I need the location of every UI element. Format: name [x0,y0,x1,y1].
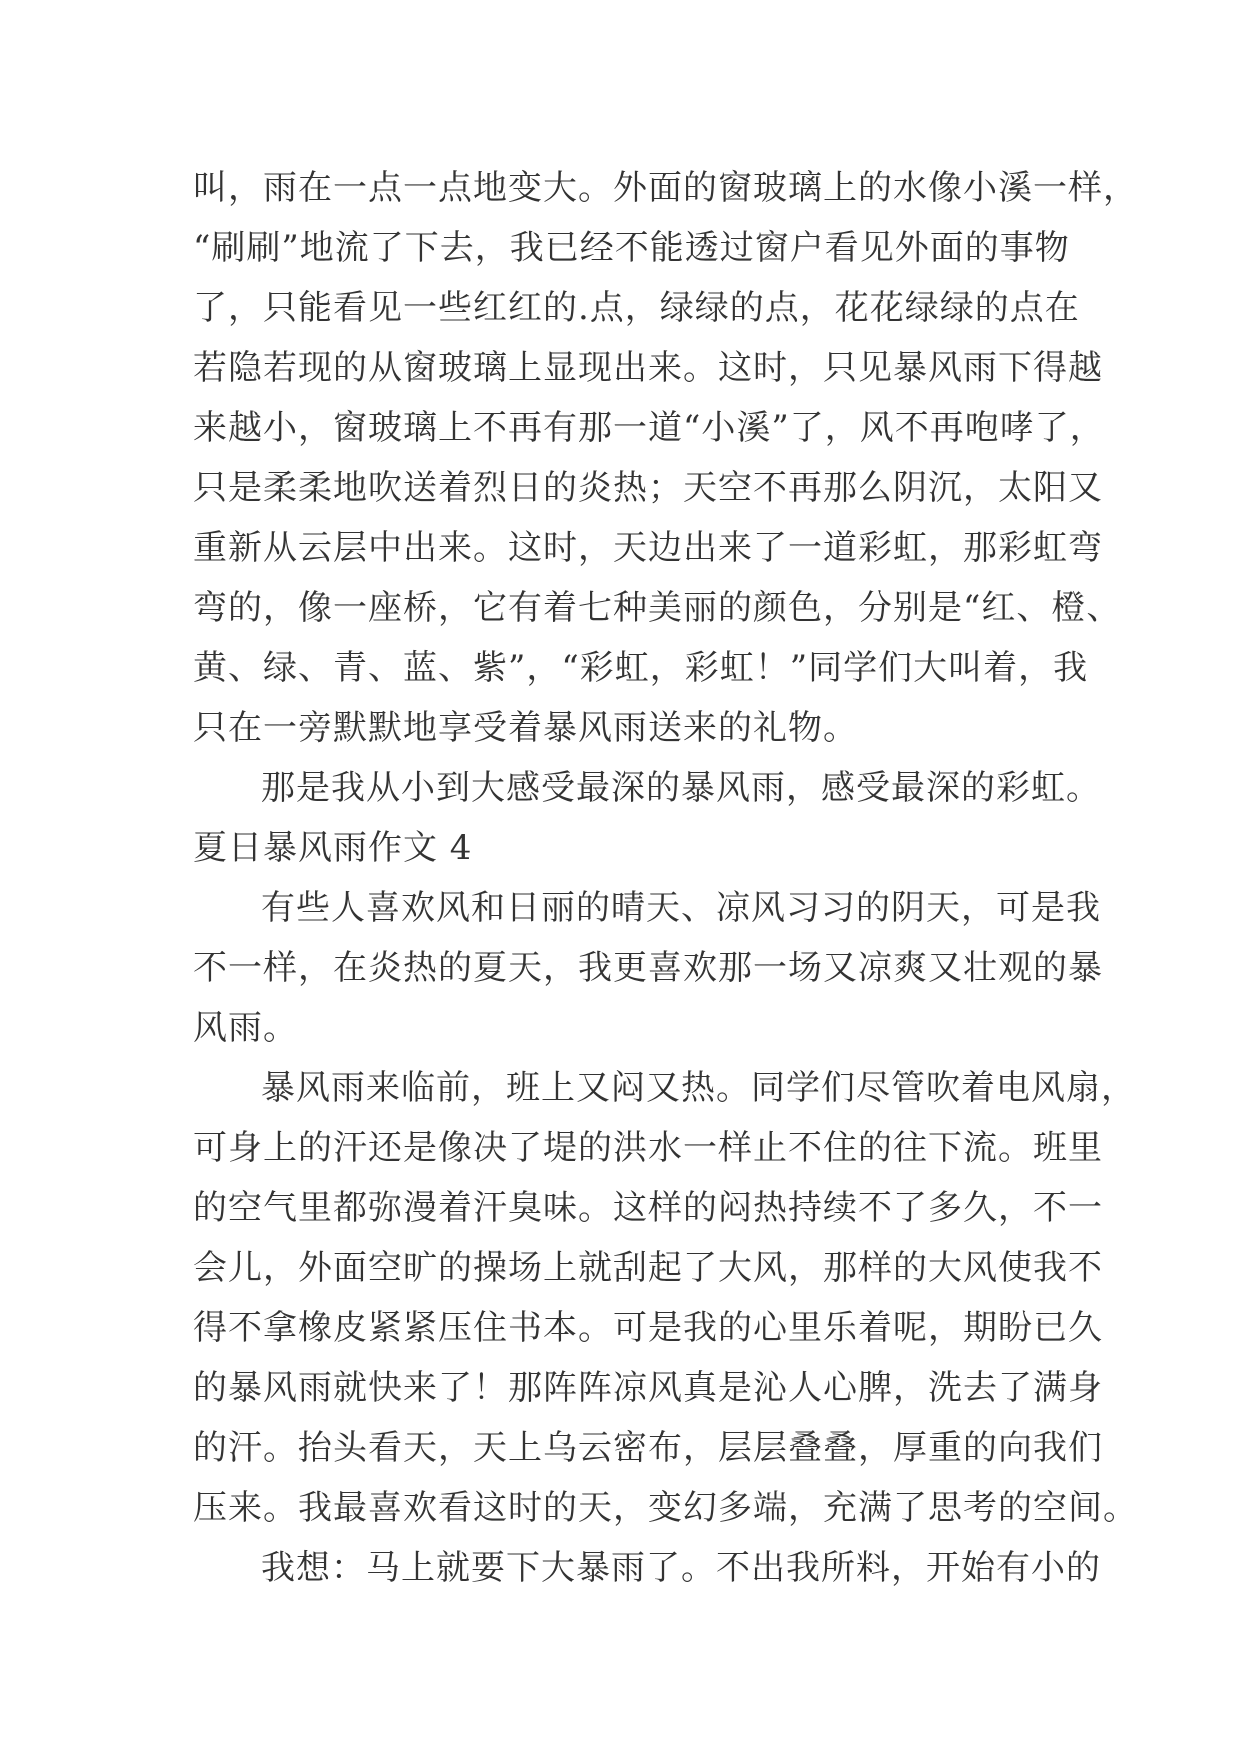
text-line: 的汗。抬头看天，天上乌云密布，层层叠叠，厚重的向我们 [193,1428,1103,1468]
text-line: 黄、绿、青、蓝、紫”，“彩虹，彩虹！”同学们大叫着，我 [193,648,1089,688]
text-line: 的暴风雨就快来了！那阵阵凉风真是沁人心脾，洗去了满身 [193,1368,1103,1408]
text-line: 叫，雨在一点一点地变大。外面的窗玻璃上的水像小溪一样， [193,168,1138,208]
text-line: 重新从云层中出来。这时，天边出来了一道彩虹，那彩虹弯 [193,528,1103,568]
text-line: 我想：马上就要下大暴雨了。不出我所料，开始有小的 [261,1548,1101,1588]
text-line: 有些人喜欢风和日丽的晴天、凉风习习的阴天，可是我 [261,888,1101,928]
text-line: 的空气里都弥漫着汗臭味。这样的闷热持续不了多久，不一 [193,1188,1103,1228]
text-line: 只在一旁默默地享受着暴风雨送来的礼物。 [193,708,858,748]
text-line: 来越小，窗玻璃上不再有那一道“小溪”了，风不再咆哮了， [193,408,1105,448]
text-line: 了，只能看见一些红红的.点，绿绿的点，花花绿绿的点在 [193,288,1080,328]
text-line: 不一样，在炎热的夏天，我更喜欢那一场又凉爽又壮观的暴 [193,948,1103,988]
text-line: 会儿，外面空旷的操场上就刮起了大风，那样的大风使我不 [193,1248,1103,1288]
text-line: 那是我从小到大感受最深的暴风雨，感受最深的彩虹。 [261,768,1101,808]
text-line: 风雨。 [193,1008,298,1048]
text-line: 若隐若现的从窗玻璃上显现出来。这时，只见暴风雨下得越 [193,348,1103,388]
section-heading: 夏日暴风雨作文 4 [193,828,473,868]
text-line: “刷刷”地流了下去，我已经不能透过窗户看见外面的事物 [193,228,1070,268]
text-line: 得不拿橡皮紧紧压住书本。可是我的心里乐着呢，期盼已久 [193,1308,1103,1348]
text-line: 暴风雨来临前，班上又闷又热。同学们尽管吹着电风扇， [261,1068,1136,1108]
text-line: 可身上的汗还是像决了堤的洪水一样止不住的往下流。班里 [193,1128,1103,1168]
essay-text [193,158,1138,1598]
text-line: 只是柔柔地吹送着烈日的炎热；天空不再那么阴沉，太阳又 [193,468,1103,508]
text-line: 弯的，像一座桥，它有着七种美丽的颜色，分别是“红、橙、 [193,588,1122,628]
text-line: 压来。我最喜欢看这时的天，变幻多端，充满了思考的空间。 [193,1488,1138,1528]
